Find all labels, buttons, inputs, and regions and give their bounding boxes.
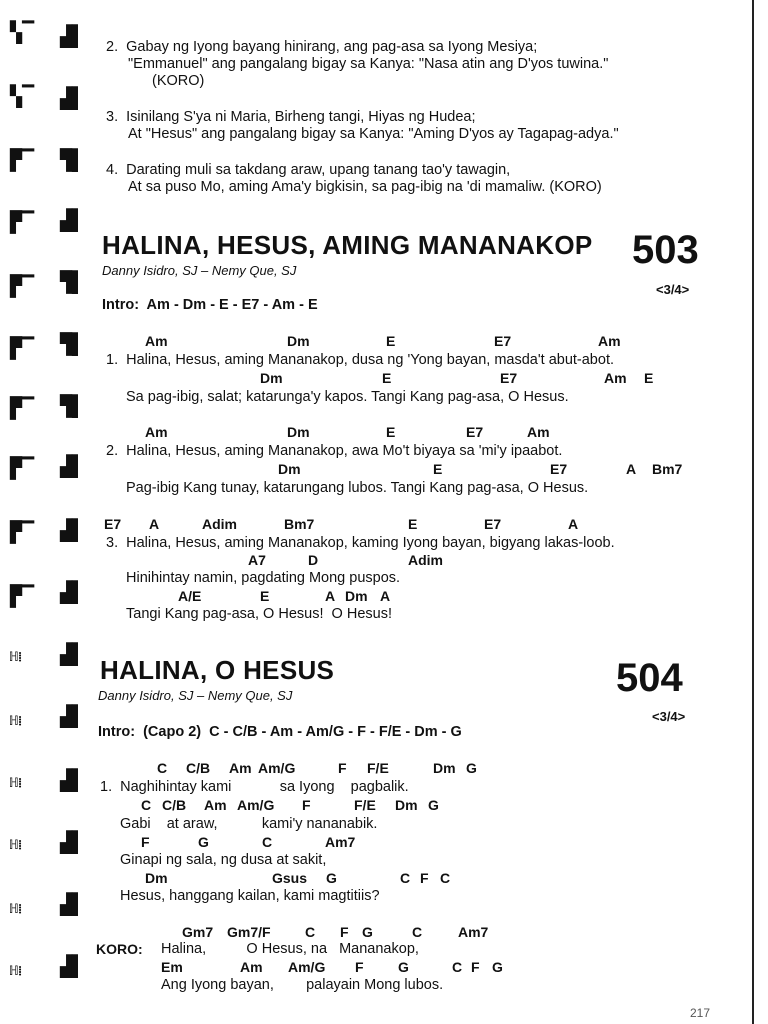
binder-tab: ℍ⁞ [10,964,23,979]
verse-3-line-2: At "Hesus" ang pangalang bigay sa Kanya: "Aming D'yos ay Tagapag-adya." [128,126,619,142]
chord: Dm [145,870,168,886]
chord: E7 [466,424,484,440]
binder-tab: ▟▌ [60,580,85,604]
binder-tab: ℍ⁞ [10,714,23,729]
binder-tab: ▛▔ [10,336,35,360]
verse-2-koro: (KORO) [152,73,205,89]
chord: G [466,760,477,776]
binder-tab: ▟▌ [60,208,85,232]
chord: F [302,797,311,813]
binder-tab: ▚▔ [10,84,35,108]
chord: F [355,959,364,975]
chord: Am [240,959,263,975]
lyric-line: 1. Naghihintay kami sa Iyong pagbalik. [100,779,409,795]
chord: D [308,552,319,568]
song-author: Danny Isidro, SJ – Nemy Que, SJ [98,688,293,703]
time-signature: <3/4> [652,709,686,724]
chord: Dm [395,797,418,813]
chord: A [149,516,160,532]
chord: E7 [500,370,518,386]
verse-2-line-1: 2. Gabay ng Iyong bayang hinirang, ang pag-asa sa Iyong Mesiya; [106,39,538,55]
binder-tab: ▟▌ [60,642,85,666]
verse-2-line-2: "Emmanuel" ang pangalang bigay sa Kanya: "Nasa atin ang D'yos tuwina." [128,56,609,72]
chord: Am [229,760,252,776]
chord: E [386,424,396,440]
page-edge-shadow [752,0,754,1024]
chord: F [141,834,150,850]
chord: A [626,461,637,477]
chord: C [440,870,451,886]
chord: Am [527,424,550,440]
chord: Am [598,333,621,349]
lyric-line: 1. Halina, Hesus, aming Mananakop, dusa ng 'Yong bayan, masda't abut-abot. [106,352,614,368]
song-number: 504 [616,656,683,700]
verse-4-line-1: 4. Darating muli sa takdang araw, upang tanang tao'y tawagin, [106,162,511,178]
lyric-line: Halina, O Hesus, na Mananakop, [161,941,419,957]
chord: Dm [278,461,301,477]
chord: C [400,870,411,886]
binder-tab: ℍ⁞ [10,650,23,665]
chord: G [326,870,337,886]
binder-tab: ▟▌ [60,24,85,48]
chord: E [433,461,443,477]
chord: E [644,370,654,386]
binder-tab: ▛▔ [10,456,35,480]
binder-tab: ℍ⁞ [10,902,23,917]
time-signature: <3/4> [656,282,690,297]
chord: C [262,834,273,850]
chord: Gsus [272,870,308,886]
lyric-line: 2. Halina, Hesus, aming Mananakop, awa Mo't biyaya sa 'mi'y ipaabot. [106,443,563,459]
binder-tab: ▟▌ [60,768,85,792]
chord: F [338,760,347,776]
chord: Am/G [237,797,275,813]
binder-tab: ▟▌ [60,518,85,542]
lyric-line: Sa pag-ibig, salat; katarunga'y kapos. Tangi Kang pag-asa, O Hesus. [126,389,569,405]
binder-tab: ▟▌ [60,830,85,854]
binder-tab: ▚▔ [10,20,35,44]
chord: G [398,959,409,975]
song-title: HALINA, O HESUS [100,655,335,685]
song-title: HALINA, HESUS, AMING MANANAKOP [102,230,593,260]
binder-tab: ▟▌ [60,954,85,978]
chord: Em [161,959,183,975]
chord: E7 [484,516,502,532]
binder-tab: ▛▔ [10,584,35,608]
chord: Adim [202,516,237,532]
binder-tab: ℍ⁞ [10,838,23,853]
binder-tab: ▛▔ [10,210,35,234]
chord: Am [204,797,227,813]
binder-tab: ▟▌ [60,892,85,916]
binder-tab: ▛▔ [10,520,35,544]
binder-tab: ▜▌ [60,394,85,418]
chord: A [568,516,579,532]
binder-tab: ▜▌ [60,270,85,294]
lyric-line: Ang Iyong bayan, palayain Mong lubos. [161,977,444,993]
chord: Dm [287,424,310,440]
chord: E [408,516,418,532]
chord: C [452,959,463,975]
chord: E7 [550,461,568,477]
lyric-line: Gabi at araw, kami'y nananabik. [120,816,378,832]
lyric-line: Pag-ibig Kang tunay, katarungang lubos. Tangi Kang pag-asa, O Hesus. [126,480,589,496]
chord: Am7 [458,924,489,940]
chord: F [420,870,429,886]
song-number: 503 [632,228,699,272]
chord: A [380,588,391,604]
binder-tab: ▟▌ [60,704,85,728]
chord: Am [145,424,168,440]
song-author: Danny Isidro, SJ – Nemy Que, SJ [102,263,297,278]
chord: E [386,333,396,349]
chord: Dm [433,760,456,776]
chord: E7 [494,333,512,349]
lyric-line: 3. Halina, Hesus, aming Mananakop, kaming Iyong bayan, bigyang lakas-loob. [106,535,615,551]
chord: G [428,797,439,813]
chord: Bm7 [284,516,315,532]
lyric-line: Hinihintay namin, pagdating Mong puspos. [126,570,401,586]
verse-3-line-1: 3. Isinilang S'ya ni Maria, Birheng tangi, Hiyas ng Hudea; [106,109,476,125]
chord: Dm [345,588,368,604]
intro-chords: Intro: (Capo 2) C - C/B - Am - Am/G - F - F/E - Dm - G [98,724,462,740]
intro-chords: Intro: Am - Dm - E - E7 - Am - E [102,297,318,313]
binder-tab: ▛▔ [10,148,35,172]
binder-tab: ▜▌ [60,148,85,172]
chord: E7 [104,516,122,532]
chord: Bm7 [652,461,683,477]
chord: E [260,588,270,604]
chord: Dm [287,333,310,349]
chord: C/B [162,797,187,813]
chord: F/E [354,797,376,813]
chord: C [412,924,423,940]
chord: A [325,588,336,604]
chord: F [340,924,349,940]
chord: Gm7 [182,924,214,940]
chord: Am/G [258,760,296,776]
page-number: 217 [690,1006,711,1020]
binder-tab: ℍ⁞ [10,776,23,791]
chord: F [471,959,480,975]
binder-tab: ▜▌ [60,332,85,356]
chord: G [492,959,503,975]
chord: Am [145,333,168,349]
binder-tab: ▛▔ [10,396,35,420]
chord: Dm [260,370,283,386]
chord: C/B [186,760,211,776]
lyric-line: Ginapi ng sala, ng dusa at sakit, [120,852,327,868]
binder-tab: ▟▌ [60,86,85,110]
chord: Am/G [288,959,326,975]
chord: G [362,924,373,940]
chord: Gm7/F [227,924,271,940]
chord: Am [604,370,627,386]
verse-4-line-2: At sa puso Mo, aming Ama'y bigkisin, sa pag-ibig na 'di mamaliw. (KORO) [128,179,602,195]
binder-tab: ▛▔ [10,274,35,298]
chord: C [157,760,168,776]
chord: F/E [367,760,389,776]
chord: Am7 [325,834,356,850]
chord: A7 [248,552,266,568]
chord: Adim [408,552,443,568]
chord: A/E [178,588,202,604]
lyric-line: Tangi Kang pag-asa, O Hesus! O Hesus! [126,606,392,622]
lyric-line: Hesus, hanggang kailan, kami magtitiis? [120,888,380,904]
chord: G [198,834,209,850]
chord: C [141,797,152,813]
binder-tab: ▟▌ [60,454,85,478]
chord: E [382,370,392,386]
chord: C [305,924,316,940]
koro-label: KORO: [96,941,143,957]
